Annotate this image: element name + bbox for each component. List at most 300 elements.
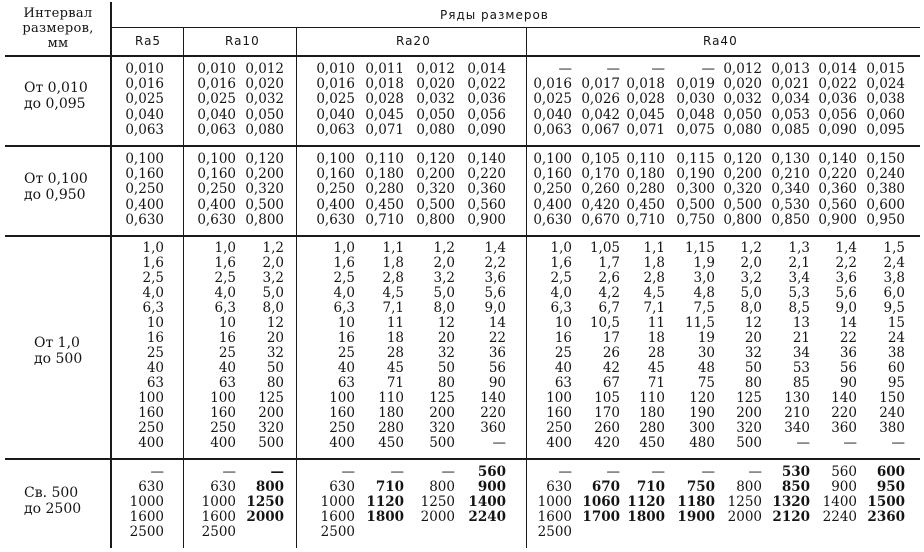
- table-cell: 0,016: [316, 76, 355, 93]
- table-cell: 80: [437, 375, 455, 391]
- table-cell: 0,095: [866, 121, 905, 138]
- table-cell: —: [606, 61, 620, 77]
- table-cell: 0,380: [866, 181, 905, 198]
- table-cell: 21: [792, 330, 810, 346]
- table-cell: 0,170: [581, 166, 620, 183]
- table-cell: 500: [429, 435, 455, 451]
- table-cell: 1,1: [382, 240, 404, 256]
- table-cell: 0,800: [723, 211, 762, 228]
- table-cell: 900: [831, 479, 857, 495]
- table-cell: 1,15: [684, 240, 715, 256]
- table-cell: 0,016: [197, 76, 236, 93]
- table-cell: 0,280: [365, 181, 404, 198]
- table-cell: 0,630: [533, 211, 572, 228]
- table-cell: 1800: [627, 509, 665, 525]
- table-cell: 25: [554, 345, 572, 361]
- table-cell: 1600: [129, 509, 164, 525]
- table-cell: 180: [639, 405, 665, 421]
- table-cell: 0,060: [866, 106, 905, 123]
- table-cell: 6,3: [333, 300, 355, 316]
- table-cell: 2240: [822, 509, 857, 525]
- table-cell: 2,4: [883, 255, 905, 271]
- table-cell: 400: [546, 435, 572, 451]
- table-cell: 0,034: [771, 91, 810, 108]
- table-cell: 1600: [320, 509, 355, 525]
- table-cell: 56: [839, 360, 857, 376]
- grid-line: [296, 27, 297, 548]
- table-cell: 0,120: [416, 151, 455, 167]
- table-cell: 5,6: [484, 285, 506, 301]
- table-cell: 0,110: [626, 151, 665, 167]
- table-cell: 2,5: [333, 270, 355, 286]
- table-cell: 12: [266, 315, 284, 331]
- table-cell: 0,025: [316, 91, 355, 108]
- table-cell: 190: [689, 405, 715, 421]
- table-cell: 0,063: [197, 121, 236, 138]
- table-cell: 630: [329, 479, 355, 495]
- table-cell: 24: [887, 330, 905, 346]
- table-cell: 0,530: [771, 196, 810, 213]
- table-cell: 14: [839, 315, 857, 331]
- table-cell: 0,630: [125, 211, 164, 228]
- table-cell: 0,340: [771, 181, 810, 198]
- table-cell: 6,0: [883, 285, 905, 301]
- interval-from: От 0,010: [24, 80, 88, 96]
- table-cell: 2000: [727, 509, 762, 525]
- table-cell: 100: [138, 390, 164, 406]
- table-cell: 0,048: [676, 106, 715, 123]
- table-cell: 16: [554, 330, 572, 346]
- table-cell: 160: [138, 405, 164, 421]
- table-cell: —: [891, 435, 905, 451]
- table-cell: 800: [255, 479, 284, 495]
- table-cell: 32: [437, 345, 455, 361]
- table-cell: 10,5: [589, 315, 620, 331]
- grid-line: [5, 458, 920, 460]
- table-cell: 7,1: [382, 300, 404, 316]
- table-cell: 0,260: [581, 181, 620, 198]
- table-cell: 2360: [867, 509, 905, 525]
- table-cell: —: [492, 435, 506, 451]
- table-cell: 0,220: [467, 166, 506, 183]
- table-cell: 0,030: [676, 91, 715, 108]
- table-cell: 0,067: [581, 121, 620, 138]
- table-cell: 0,200: [416, 166, 455, 183]
- interval-label: [24, 80, 88, 112]
- grid-line: [5, 55, 920, 57]
- table-cell: 9,0: [835, 300, 857, 316]
- table-cell: 1,8: [643, 255, 665, 271]
- table-cell: 0,018: [365, 76, 404, 93]
- table-cell: 0,320: [416, 181, 455, 198]
- interval-from: От 0,100: [24, 171, 88, 187]
- table-cell: 0,120: [245, 151, 284, 167]
- table-cell: 0,600: [866, 196, 905, 213]
- table-cell: 0,120: [723, 151, 762, 167]
- interval-from: От 1,0: [34, 335, 80, 351]
- table-cell: 0,075: [676, 121, 715, 138]
- table-cell: 4,0: [333, 285, 355, 301]
- table-cell: 100: [329, 390, 355, 406]
- table-cell: 2000: [246, 509, 284, 525]
- table-cell: 400: [329, 435, 355, 451]
- table-cell: 16: [337, 330, 355, 346]
- table-cell: 60: [887, 360, 905, 376]
- table-cell: 0,630: [197, 211, 236, 228]
- table-cell: 45: [386, 360, 404, 376]
- table-cell: 0,021: [771, 76, 810, 93]
- table-cell: 360: [831, 420, 857, 436]
- table-cell: 450: [639, 435, 665, 451]
- table-cell: 34: [792, 345, 810, 361]
- table-cell: —: [748, 464, 762, 480]
- table-cell: 0,038: [866, 91, 905, 108]
- interval-label: [34, 335, 82, 367]
- table-cell: 140: [480, 390, 506, 406]
- table-cell: 4,5: [643, 285, 665, 301]
- table-cell: 0,240: [866, 166, 905, 183]
- table-cell: 0,028: [626, 91, 665, 108]
- table-cell: 1,6: [550, 255, 572, 271]
- table-cell: 10: [337, 315, 355, 331]
- table-cell: 0,018: [626, 76, 665, 93]
- table-cell: 56: [488, 360, 506, 376]
- table-cell: 1,4: [835, 240, 857, 256]
- table-cell: 8,0: [262, 300, 284, 316]
- table-cell: 260: [594, 420, 620, 436]
- table-cell: 0,130: [771, 151, 810, 167]
- table-cell: 63: [218, 375, 236, 391]
- table-cell: —: [796, 435, 810, 451]
- table-cell: 0,011: [365, 61, 404, 77]
- table-cell: 0,019: [676, 76, 715, 93]
- table-cell: 0,025: [533, 91, 572, 108]
- table-cell: 3,4: [788, 270, 810, 286]
- table-cell: 1,5: [883, 240, 905, 256]
- table-cell: 40: [337, 360, 355, 376]
- table-cell: 0,022: [467, 76, 506, 93]
- table-cell: 22: [488, 330, 506, 346]
- table-cell: 0,016: [533, 76, 572, 93]
- table-cell: 10: [218, 315, 236, 331]
- table-cell: 20: [437, 330, 455, 346]
- table-cell: 0,250: [316, 181, 355, 198]
- table-cell: 0,042: [581, 106, 620, 123]
- table-cell: 50: [266, 360, 284, 376]
- table-cell: 1800: [366, 509, 404, 525]
- table-cell: 3,0: [693, 270, 715, 286]
- table-cell: 42: [602, 360, 620, 376]
- table-cell: 0,040: [316, 106, 355, 123]
- table-cell: 63: [337, 375, 355, 391]
- table-cell: 160: [329, 405, 355, 421]
- table-cell: 3,6: [835, 270, 857, 286]
- table-cell: 90: [488, 375, 506, 391]
- table-cell: 6,3: [550, 300, 572, 316]
- table-cell: 105: [594, 390, 620, 406]
- table-cell: 0,090: [467, 121, 506, 138]
- table-cell: 71: [386, 375, 404, 391]
- table-cell: 1,9: [693, 255, 715, 271]
- table-cell: —: [843, 435, 857, 451]
- table-cell: 0,800: [416, 211, 455, 228]
- table-cell: 250: [546, 420, 572, 436]
- table-cell: 0,020: [416, 76, 455, 93]
- table-cell: 220: [480, 405, 506, 421]
- grid-line: [110, 27, 920, 28]
- table-cell: 1700: [582, 509, 620, 525]
- table-cell: 20: [744, 330, 762, 346]
- table-cell: 5,3: [788, 285, 810, 301]
- table-cell: 200: [736, 405, 762, 421]
- table-cell: 1,4: [484, 240, 506, 256]
- table-cell: 0,063: [533, 121, 572, 138]
- table-cell: 5,0: [262, 285, 284, 301]
- table-cell: 9,5: [883, 300, 905, 316]
- table-cell: 12: [744, 315, 762, 331]
- table-cell: 0,013: [771, 61, 810, 77]
- table-cell: —: [150, 464, 164, 480]
- table-cell: 0,200: [245, 166, 284, 183]
- table-cell: 0,140: [467, 151, 506, 167]
- table-cell: —: [701, 61, 715, 77]
- table-cell: 0,040: [197, 106, 236, 123]
- interval-to: до 0,950: [24, 187, 86, 203]
- table-cell: 4,2: [598, 285, 620, 301]
- table-cell: 0,045: [365, 106, 404, 123]
- table-cell: 0,900: [818, 211, 857, 228]
- table-cell: 670: [591, 479, 620, 495]
- table-cell: 320: [429, 420, 455, 436]
- table-cell: 1,8: [382, 255, 404, 271]
- table-cell: 850: [781, 479, 810, 495]
- table-cell: 48: [697, 360, 715, 376]
- table-cell: 0,085: [771, 121, 810, 138]
- table-cell: 0,100: [125, 151, 164, 167]
- table-cell: 250: [138, 420, 164, 436]
- table-cell: 560: [477, 464, 506, 480]
- table-cell: 0,420: [581, 196, 620, 213]
- table-cell: 340: [784, 420, 810, 436]
- table-cell: 13: [792, 315, 810, 331]
- table-cell: 0,900: [467, 211, 506, 228]
- table-cell: 0,250: [125, 181, 164, 198]
- table-cell: 1,6: [142, 255, 164, 271]
- table-cell: 0,450: [365, 196, 404, 213]
- table-cell: 22: [839, 330, 857, 346]
- table-cell: 2120: [772, 509, 810, 525]
- table-cell: 0,015: [866, 61, 905, 77]
- table-cell: 3,6: [484, 270, 506, 286]
- table-cell: 0,012: [245, 61, 284, 77]
- table-cell: 7,5: [693, 300, 715, 316]
- grid-line: [526, 27, 527, 548]
- table-cell: 0,025: [197, 91, 236, 108]
- table-cell: 2,5: [550, 270, 572, 286]
- table-cell: 95: [887, 375, 905, 391]
- table-cell: —: [558, 61, 572, 77]
- table-cell: 45: [647, 360, 665, 376]
- table-cell: 380: [879, 420, 905, 436]
- table-cell: 250: [210, 420, 236, 436]
- table-cell: 2500: [129, 524, 164, 540]
- table-cell: 0,630: [316, 211, 355, 228]
- table-cell: 3,2: [740, 270, 762, 286]
- table-cell: —: [651, 464, 665, 480]
- interval-to: до 2500: [24, 501, 82, 517]
- table-cell: 0,160: [125, 166, 164, 183]
- table-cell: 1,0: [214, 240, 236, 256]
- table-cell: 18: [647, 330, 665, 346]
- table-cell: 0,180: [365, 166, 404, 183]
- table-cell: 0,020: [245, 76, 284, 93]
- table-cell: 25: [337, 345, 355, 361]
- table-cell: 11: [386, 315, 404, 331]
- table-cell: —: [270, 464, 284, 480]
- table-cell: 220: [831, 405, 857, 421]
- table-cell: 0,032: [723, 91, 762, 108]
- table-cell: 0,014: [818, 61, 857, 77]
- table-cell: 2000: [420, 509, 455, 525]
- table-cell: 500: [736, 435, 762, 451]
- table-cell: 0,063: [125, 121, 164, 138]
- table-cell: 0,500: [723, 196, 762, 213]
- table-cell: 1320: [772, 494, 810, 510]
- table-cell: 2,0: [433, 255, 455, 271]
- table-cell: 40: [554, 360, 572, 376]
- table-cell: 19: [697, 330, 715, 346]
- table-cell: 360: [480, 420, 506, 436]
- table-cell: 0,500: [245, 196, 284, 213]
- table-cell: 2,0: [262, 255, 284, 271]
- table-cell: 1000: [129, 494, 164, 510]
- column-header-ra20: Ra20: [396, 34, 431, 48]
- table-cell: 750: [686, 479, 715, 495]
- grid-line: [183, 27, 184, 548]
- table-cell: 50: [437, 360, 455, 376]
- table-cell: 85: [792, 375, 810, 391]
- table-cell: 200: [258, 405, 284, 421]
- table-cell: 0,800: [245, 211, 284, 228]
- table-cell: 250: [329, 420, 355, 436]
- table-cell: 1060: [582, 494, 620, 510]
- table-cell: 1,7: [598, 255, 620, 271]
- table-cell: 0,850: [771, 211, 810, 228]
- table-cell: 0,056: [467, 106, 506, 123]
- table-cell: 800: [736, 479, 762, 495]
- table-cell: 14: [488, 315, 506, 331]
- table-cell: 0,750: [676, 211, 715, 228]
- table-cell: 4,5: [382, 285, 404, 301]
- table-cell: 0,045: [626, 106, 665, 123]
- table-cell: 1000: [537, 494, 572, 510]
- table-cell: 32: [744, 345, 762, 361]
- table-cell: 40: [218, 360, 236, 376]
- table-cell: 53: [792, 360, 810, 376]
- table-cell: 125: [736, 390, 762, 406]
- table-cell: 90: [839, 375, 857, 391]
- table-cell: 12: [437, 315, 455, 331]
- table-cell: 16: [218, 330, 236, 346]
- table-cell: 0,105: [581, 151, 620, 167]
- table-cell: 0,450: [626, 196, 665, 213]
- interval-label: [24, 171, 88, 203]
- table-cell: 280: [378, 420, 404, 436]
- table-cell: 2,5: [214, 270, 236, 286]
- table-cell: 8,0: [740, 300, 762, 316]
- table-cell: 560: [831, 464, 857, 480]
- table-cell: 1600: [537, 509, 572, 525]
- table-cell: 1500: [867, 494, 905, 510]
- table-cell: 500: [258, 435, 284, 451]
- table-cell: 5,6: [835, 285, 857, 301]
- table-cell: 0,560: [818, 196, 857, 213]
- table-cell: 0,250: [533, 181, 572, 198]
- table-cell: 100: [546, 390, 572, 406]
- table-cell: 0,400: [533, 196, 572, 213]
- interval-to: до 0,095: [24, 96, 86, 112]
- table-cell: 1600: [201, 509, 236, 525]
- table-cell: 0,040: [125, 106, 164, 123]
- table-cell: 2,2: [484, 255, 506, 271]
- table-cell: 16: [146, 330, 164, 346]
- table-cell: 2,6: [598, 270, 620, 286]
- table-cell: 0,020: [723, 76, 762, 93]
- grid-line: [5, 145, 920, 147]
- interval-header-line: Интервал: [23, 6, 93, 21]
- table-cell: 0,025: [125, 91, 164, 108]
- table-cell: 0,710: [626, 211, 665, 228]
- table-cell: 0,190: [676, 166, 715, 183]
- table-cell: —: [390, 464, 404, 480]
- table-cell: 15: [887, 315, 905, 331]
- table-cell: 1250: [246, 494, 284, 510]
- table-cell: 0,053: [771, 106, 810, 123]
- table-cell: 4,8: [693, 285, 715, 301]
- table-cell: —: [558, 464, 572, 480]
- table-cell: 0,028: [365, 91, 404, 108]
- table-cell: 7,1: [643, 300, 665, 316]
- table-cell: 80: [266, 375, 284, 391]
- table-cell: 0,320: [245, 181, 284, 198]
- table-cell: 2500: [201, 524, 236, 540]
- table-cell: 11,5: [684, 315, 715, 331]
- table-cell: 67: [602, 375, 620, 391]
- table-cell: 170: [594, 405, 620, 421]
- table-cell: 0,026: [581, 91, 620, 108]
- table-cell: 30: [697, 345, 715, 361]
- table-cell: 36: [488, 345, 506, 361]
- table-cell: 6,7: [598, 300, 620, 316]
- table-cell: 1250: [420, 494, 455, 510]
- table-cell: 8,0: [433, 300, 455, 316]
- table-cell: 50: [744, 360, 762, 376]
- table-cell: 1120: [627, 494, 665, 510]
- table-cell: 900: [477, 479, 506, 495]
- table-cell: 75: [697, 375, 715, 391]
- table-cell: 11: [647, 315, 665, 331]
- table-cell: 110: [378, 390, 404, 406]
- table-cell: 200: [429, 405, 455, 421]
- table-cell: 0,010: [197, 61, 236, 77]
- table-cell: 1,0: [550, 240, 572, 256]
- table-cell: 10: [146, 315, 164, 331]
- interval-header: [10, 6, 106, 51]
- table-cell: 630: [546, 479, 572, 495]
- table-cell: 280: [639, 420, 665, 436]
- table-cell: 63: [146, 375, 164, 391]
- table-cell: 530: [781, 464, 810, 480]
